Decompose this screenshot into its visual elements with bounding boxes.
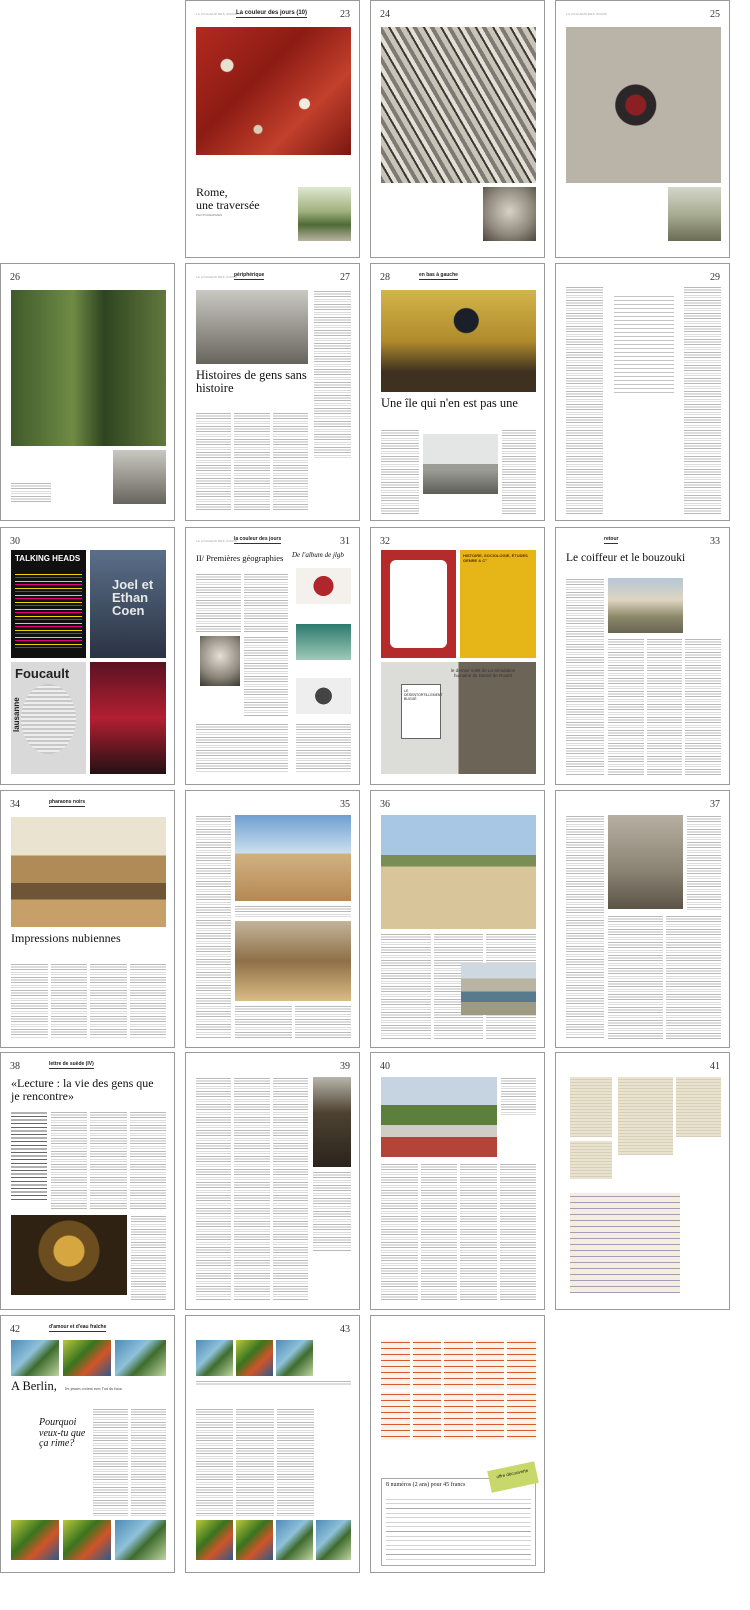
page-32[interactable]	[370, 527, 545, 785]
side-column	[501, 1077, 536, 1117]
running-head: LA COULEUR DES JOURS	[196, 539, 238, 543]
village-photo	[608, 578, 683, 633]
strip-photo-4	[11, 1520, 59, 1560]
side-column	[687, 815, 721, 910]
strip-photo-1	[196, 1340, 233, 1376]
book-ad-red	[381, 550, 456, 658]
strip-photo-4	[196, 1520, 233, 1560]
body-columns	[11, 963, 166, 1039]
page-number: 37	[710, 799, 720, 810]
intro-text	[11, 1111, 47, 1201]
body-columns	[566, 815, 604, 1039]
page-28[interactable]	[370, 263, 545, 521]
article-headline: Histoires de gens sans histoire	[196, 368, 307, 396]
body-columns-3	[235, 1005, 351, 1039]
page-number: 33	[710, 536, 720, 547]
subscription-form[interactable]	[381, 1478, 536, 1566]
bust-photo	[113, 450, 166, 504]
running-head: LA COULEUR DES JOURS	[196, 12, 238, 16]
boy-portrait-photo	[200, 636, 240, 686]
side-column	[313, 1171, 351, 1251]
page-42[interactable]	[0, 1315, 175, 1573]
strip-photo-3	[115, 1340, 166, 1376]
pyramids-photo	[235, 815, 351, 901]
trees-photo	[298, 187, 351, 241]
statue-photo	[668, 187, 721, 241]
issue-cover	[413, 1392, 442, 1441]
article-headline: Une île qui n'en est pas une	[381, 396, 518, 410]
page-number: 35	[340, 799, 350, 810]
issue-cover	[476, 1392, 505, 1441]
body-columns	[196, 573, 288, 633]
ad-title: le dernier volet de La Simulation humaine de Daniel de Roulet	[450, 668, 516, 678]
fountain-photo	[381, 1077, 497, 1157]
object-photo-3	[296, 678, 351, 714]
rubric-title: pharaons noirs	[49, 799, 86, 805]
page-number: 42	[10, 1324, 20, 1335]
page-number: 34	[10, 799, 20, 810]
issue-cover	[507, 1392, 536, 1441]
page-38[interactable]	[0, 1052, 175, 1310]
novel-ad	[381, 662, 536, 774]
foucault-poster	[11, 662, 86, 774]
form-lines	[386, 1495, 531, 1561]
credits-text	[11, 482, 51, 504]
rubric-title: d'amour et d'eau fraîche	[49, 1324, 107, 1330]
cover-grid	[381, 1340, 536, 1440]
page-number: 32	[380, 536, 390, 547]
body-columns-2	[235, 905, 351, 919]
film-poster	[90, 662, 166, 774]
body-columns-3	[196, 723, 288, 773]
body-columns	[566, 578, 604, 776]
page-number: 28	[380, 272, 390, 283]
document-scan-1	[570, 1077, 612, 1137]
pyramid-ruins-photo	[235, 921, 351, 1001]
page-number: 23	[340, 9, 350, 20]
article-headline: Le coiffeur et le bouzouki	[566, 552, 686, 564]
side-column	[314, 290, 351, 460]
document-scan-4	[676, 1077, 721, 1137]
oasis-photo	[381, 815, 536, 929]
article-headline: II/ Premières géographies	[196, 553, 284, 563]
offer-sticker: offre découverte	[487, 1461, 539, 1492]
page-number: 40	[380, 1061, 390, 1072]
page-33[interactable]	[555, 527, 730, 785]
headline-continuation: les jeunes croient avec l'art du futur	[65, 1386, 122, 1391]
book-cover: LE DÉSENTORTILLEMENT BUGGÉ	[401, 684, 441, 739]
article-headline: «Lecture : la vie des gens que je rencontre»	[11, 1076, 154, 1103]
issue-cover	[476, 1340, 505, 1389]
rubric-title: périphérique	[234, 272, 265, 278]
body-columns	[196, 412, 308, 512]
page-41[interactable]	[555, 1052, 730, 1310]
red-wall-photo	[196, 27, 351, 155]
body-columns	[381, 1163, 536, 1301]
body-columns	[196, 815, 231, 1039]
article-headline: A Berlin,	[11, 1379, 57, 1393]
river-photo	[461, 963, 536, 1015]
body-columns	[196, 1077, 308, 1301]
page-number: 27	[340, 272, 350, 283]
body-columns	[93, 1408, 166, 1516]
page-34[interactable]	[0, 790, 175, 1048]
article-headline: Impressions nubiennes	[11, 931, 121, 945]
body-columns	[51, 1111, 166, 1211]
landscape-photo	[196, 290, 308, 364]
document-scan-2	[570, 1141, 612, 1179]
rubric-title: lettre de suède (IV)	[49, 1061, 94, 1067]
strip-photo-2	[236, 1340, 273, 1376]
poster-title: TALKING HEADS	[15, 554, 81, 563]
bronze-woman-photo	[313, 1077, 351, 1167]
torn-poster-photo	[381, 27, 536, 183]
rubric-title: en bas à gauche	[419, 272, 458, 278]
page-number: 43	[340, 1324, 350, 1335]
strip-photo-5	[236, 1520, 273, 1560]
poster-title: Joel et Ethan Coen	[112, 577, 154, 618]
article-headline: Rome, une traversée	[196, 185, 260, 212]
poster-city: lausanne	[12, 697, 21, 732]
book-ad-yellow	[460, 550, 536, 658]
rubric-title: La couleur des jours (10)	[236, 10, 308, 16]
page-31[interactable]	[185, 527, 360, 785]
document-scan-3	[618, 1077, 673, 1155]
page-number: 38	[10, 1061, 20, 1072]
strip-photo-3	[276, 1340, 313, 1376]
running-head: LA COULEUR DES JOURS	[196, 275, 238, 279]
photo-credit: PHOTOGRAPHIES	[196, 213, 223, 217]
page-43[interactable]	[185, 1315, 360, 1573]
body-columns	[381, 429, 419, 514]
page-27[interactable]	[185, 263, 360, 521]
side-column	[296, 723, 351, 773]
poster-title: Foucault	[15, 666, 70, 681]
old-man-photo	[608, 815, 683, 909]
page-35[interactable]	[185, 790, 360, 1048]
strip-photo-2	[63, 1340, 111, 1376]
golden-statue-photo	[11, 1215, 127, 1295]
page-24[interactable]	[370, 0, 545, 258]
issue-cover	[413, 1340, 442, 1389]
intro-line	[196, 1380, 351, 1386]
poem-text	[614, 294, 674, 394]
object-photo-2	[296, 624, 351, 660]
pull-quote: Pourquoi veux-tu que ça rime?	[39, 1417, 86, 1449]
issue-cover	[444, 1392, 473, 1441]
strip-photo-7	[316, 1520, 351, 1560]
page-23[interactable]	[185, 0, 360, 258]
object-photo-1	[296, 568, 351, 604]
page-25[interactable]	[555, 0, 730, 258]
page-number: 39	[340, 1061, 350, 1072]
body-columns-2	[608, 915, 721, 1039]
page-29[interactable]	[555, 263, 730, 521]
desert-ruins-photo	[11, 817, 166, 927]
page-37[interactable]	[555, 790, 730, 1048]
page-subscription[interactable]	[370, 1315, 545, 1573]
body-columns	[196, 1408, 314, 1516]
body-columns-2	[244, 636, 288, 716]
page-30[interactable]	[0, 527, 175, 785]
page-number: 36	[380, 799, 390, 810]
talking-heads-poster	[11, 550, 86, 658]
road-photo	[423, 434, 498, 494]
body-columns-2	[502, 429, 536, 514]
issue-cover	[444, 1340, 473, 1389]
banner-text: HISTOIRE, SOCIOLOGIE, ÉTUDES GENRE & C°	[463, 553, 528, 563]
cafe-photo	[381, 290, 536, 392]
page-39[interactable]	[185, 1052, 360, 1310]
rubric-title: la couleur des jours	[234, 536, 282, 542]
strip-photo-1	[11, 1340, 59, 1376]
side-headline: De l'album de jlgb	[292, 551, 344, 559]
page-number: 26	[10, 272, 20, 283]
side-column	[131, 1215, 166, 1301]
page-number: 29	[710, 272, 720, 283]
mossy-trunk-photo	[11, 290, 166, 446]
page-26[interactable]	[0, 263, 175, 521]
page-36[interactable]	[370, 790, 545, 1048]
handwritten-letter	[570, 1193, 680, 1293]
page-number: 31	[340, 536, 350, 547]
page-number: 30	[10, 536, 20, 547]
page-number: 41	[710, 1061, 720, 1072]
strip-photo-5	[63, 1520, 111, 1560]
page-number: 24	[380, 9, 390, 20]
page-number: 25	[710, 9, 720, 20]
body-columns-2	[608, 638, 721, 776]
subscription-title: 8 numéros (2 ans) pour 45 francs	[386, 1482, 466, 1488]
issue-cover	[381, 1392, 410, 1441]
strip-photo-6	[276, 1520, 313, 1560]
coen-poster	[90, 550, 166, 658]
rubric-title: retour	[604, 536, 619, 542]
strip-photo-6	[115, 1520, 166, 1560]
issue-cover	[507, 1340, 536, 1389]
running-head: LA COULEUR DES JOURS	[566, 12, 608, 16]
page-40[interactable]	[370, 1052, 545, 1310]
issue-cover	[381, 1340, 410, 1389]
street-scooter-photo	[566, 27, 721, 183]
stone-sculpture-photo	[483, 187, 536, 241]
